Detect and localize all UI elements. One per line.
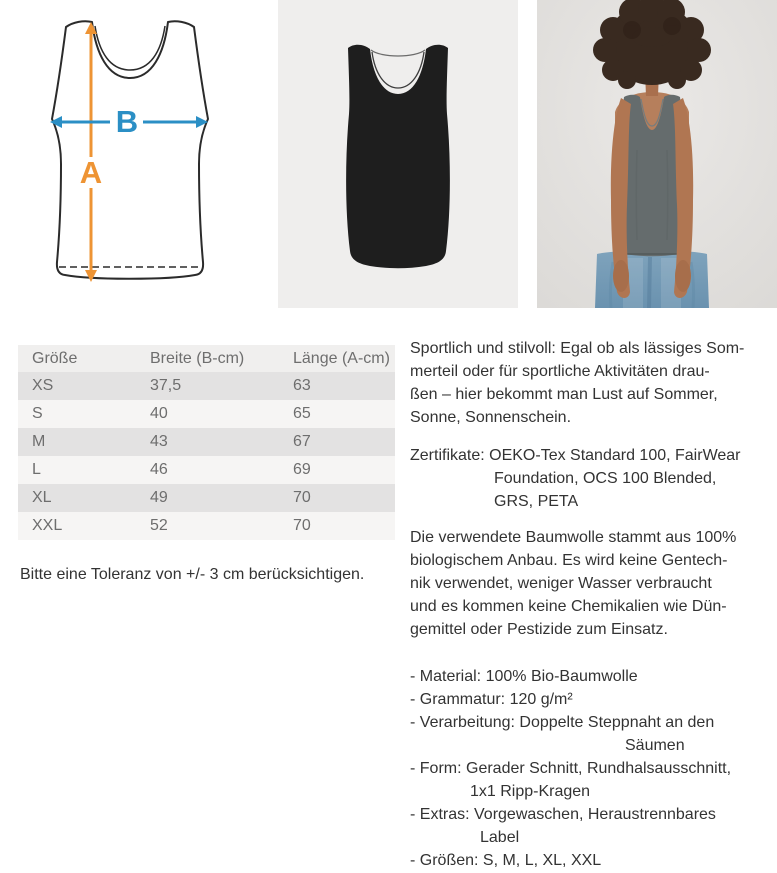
length-value: 67 (293, 433, 311, 450)
detail-extras: - Extras: Vorgewaschen, Heraustrennbares (410, 806, 716, 823)
product-photo-flat (278, 0, 518, 308)
length-value: 70 (293, 489, 311, 506)
size-label: XS (32, 377, 54, 394)
size-label: M (32, 433, 46, 450)
size-table-header-row (18, 345, 395, 372)
model-left-hand (613, 260, 629, 292)
column-header-size: Größe (18, 345, 136, 372)
width-value: 52 (150, 517, 168, 534)
size-table-header (18, 345, 395, 372)
width-value: 49 (150, 489, 168, 506)
detail-material: - Material: 100% Bio-Baumwolle (410, 668, 638, 685)
size-diagram-image (0, 0, 255, 310)
width-value: 40 (150, 405, 168, 422)
column-header-length: Länge (A-cm) (279, 345, 395, 372)
width-value: 46 (150, 461, 168, 478)
width-value: 43 (150, 433, 168, 450)
cotton-paragraph: Die verwendete Baumwolle stammt aus 100% biologischem Anbau. Es wird keine Gentech- nik verwendet, weniger Wasser verbraucht und es kommen keine Chemikalien wie Dün- gemittel oder Pestizide zum Einsatz. (410, 529, 737, 638)
size-table (18, 345, 395, 540)
detail-groessen: - Größen: S, M, L, XL, XXL (410, 852, 602, 869)
size-row-l (18, 456, 395, 484)
model-graphic (537, 0, 777, 308)
size-label: XXL (32, 517, 63, 534)
details-list: - Material: 100% Bio-Baumwolle - Grammatur: 120 g/m² - Verarbeitung: Doppelte Steppnaht an den Säumen - Form: Gerader Schnitt, Rundhalsausschnitt, 1x1 Ripp-Kragen - Extras: Vorgewaschen, Heraustrennbares Label - Größen: S, M, L, XL, XXL (410, 665, 777, 872)
length-value: 65 (293, 405, 311, 422)
tank-outline (52, 21, 208, 279)
certificates-paragraph: Zertifikate: OEKO-Tex Standard 100, FairWear Foundation, OCS 100 Blended, GRS, PETA (410, 447, 741, 510)
length-value: 70 (293, 517, 311, 534)
tolerance-note: Bitte eine Toleranz von +/- 3 cm berücksichtigen. (20, 566, 365, 583)
size-row-xs (18, 372, 395, 400)
length-label: A (79, 155, 103, 190)
size-row-m (18, 428, 395, 456)
tank-top-schematic (0, 0, 255, 310)
length-value: 69 (293, 461, 311, 478)
model-right-hand (675, 260, 691, 292)
column-header-width: Breite (B-cm) (136, 345, 279, 372)
detail-grammatur: - Grammatur: 120 g/m² (410, 691, 573, 708)
length-value: 63 (293, 377, 311, 394)
size-row-xl (18, 484, 395, 512)
size-label: XL (32, 489, 52, 506)
model-jeans (595, 250, 709, 308)
size-label: L (32, 461, 41, 478)
product-photo-model (537, 0, 777, 310)
product-description (410, 337, 777, 873)
width-label: B (115, 104, 139, 139)
detail-verarbeitung: - Verarbeitung: Doppelte Steppnaht an den (410, 714, 715, 731)
size-row-xxl (18, 512, 395, 540)
intro-paragraph: Sportlich und stilvoll: Egal ob als lässiges Som- merteil oder für sportliche Aktivitäten drau- ßen – hier bekommt man Lust auf Sommer, Sonne, Sonnenschein. (410, 340, 745, 426)
detail-form: - Form: Gerader Schnitt, Rundhalsausschnitt, (410, 760, 732, 777)
black-tank-top-graphic (278, 0, 518, 308)
width-value: 37,5 (150, 377, 182, 394)
size-row-s (18, 400, 395, 428)
size-label: S (32, 405, 43, 422)
